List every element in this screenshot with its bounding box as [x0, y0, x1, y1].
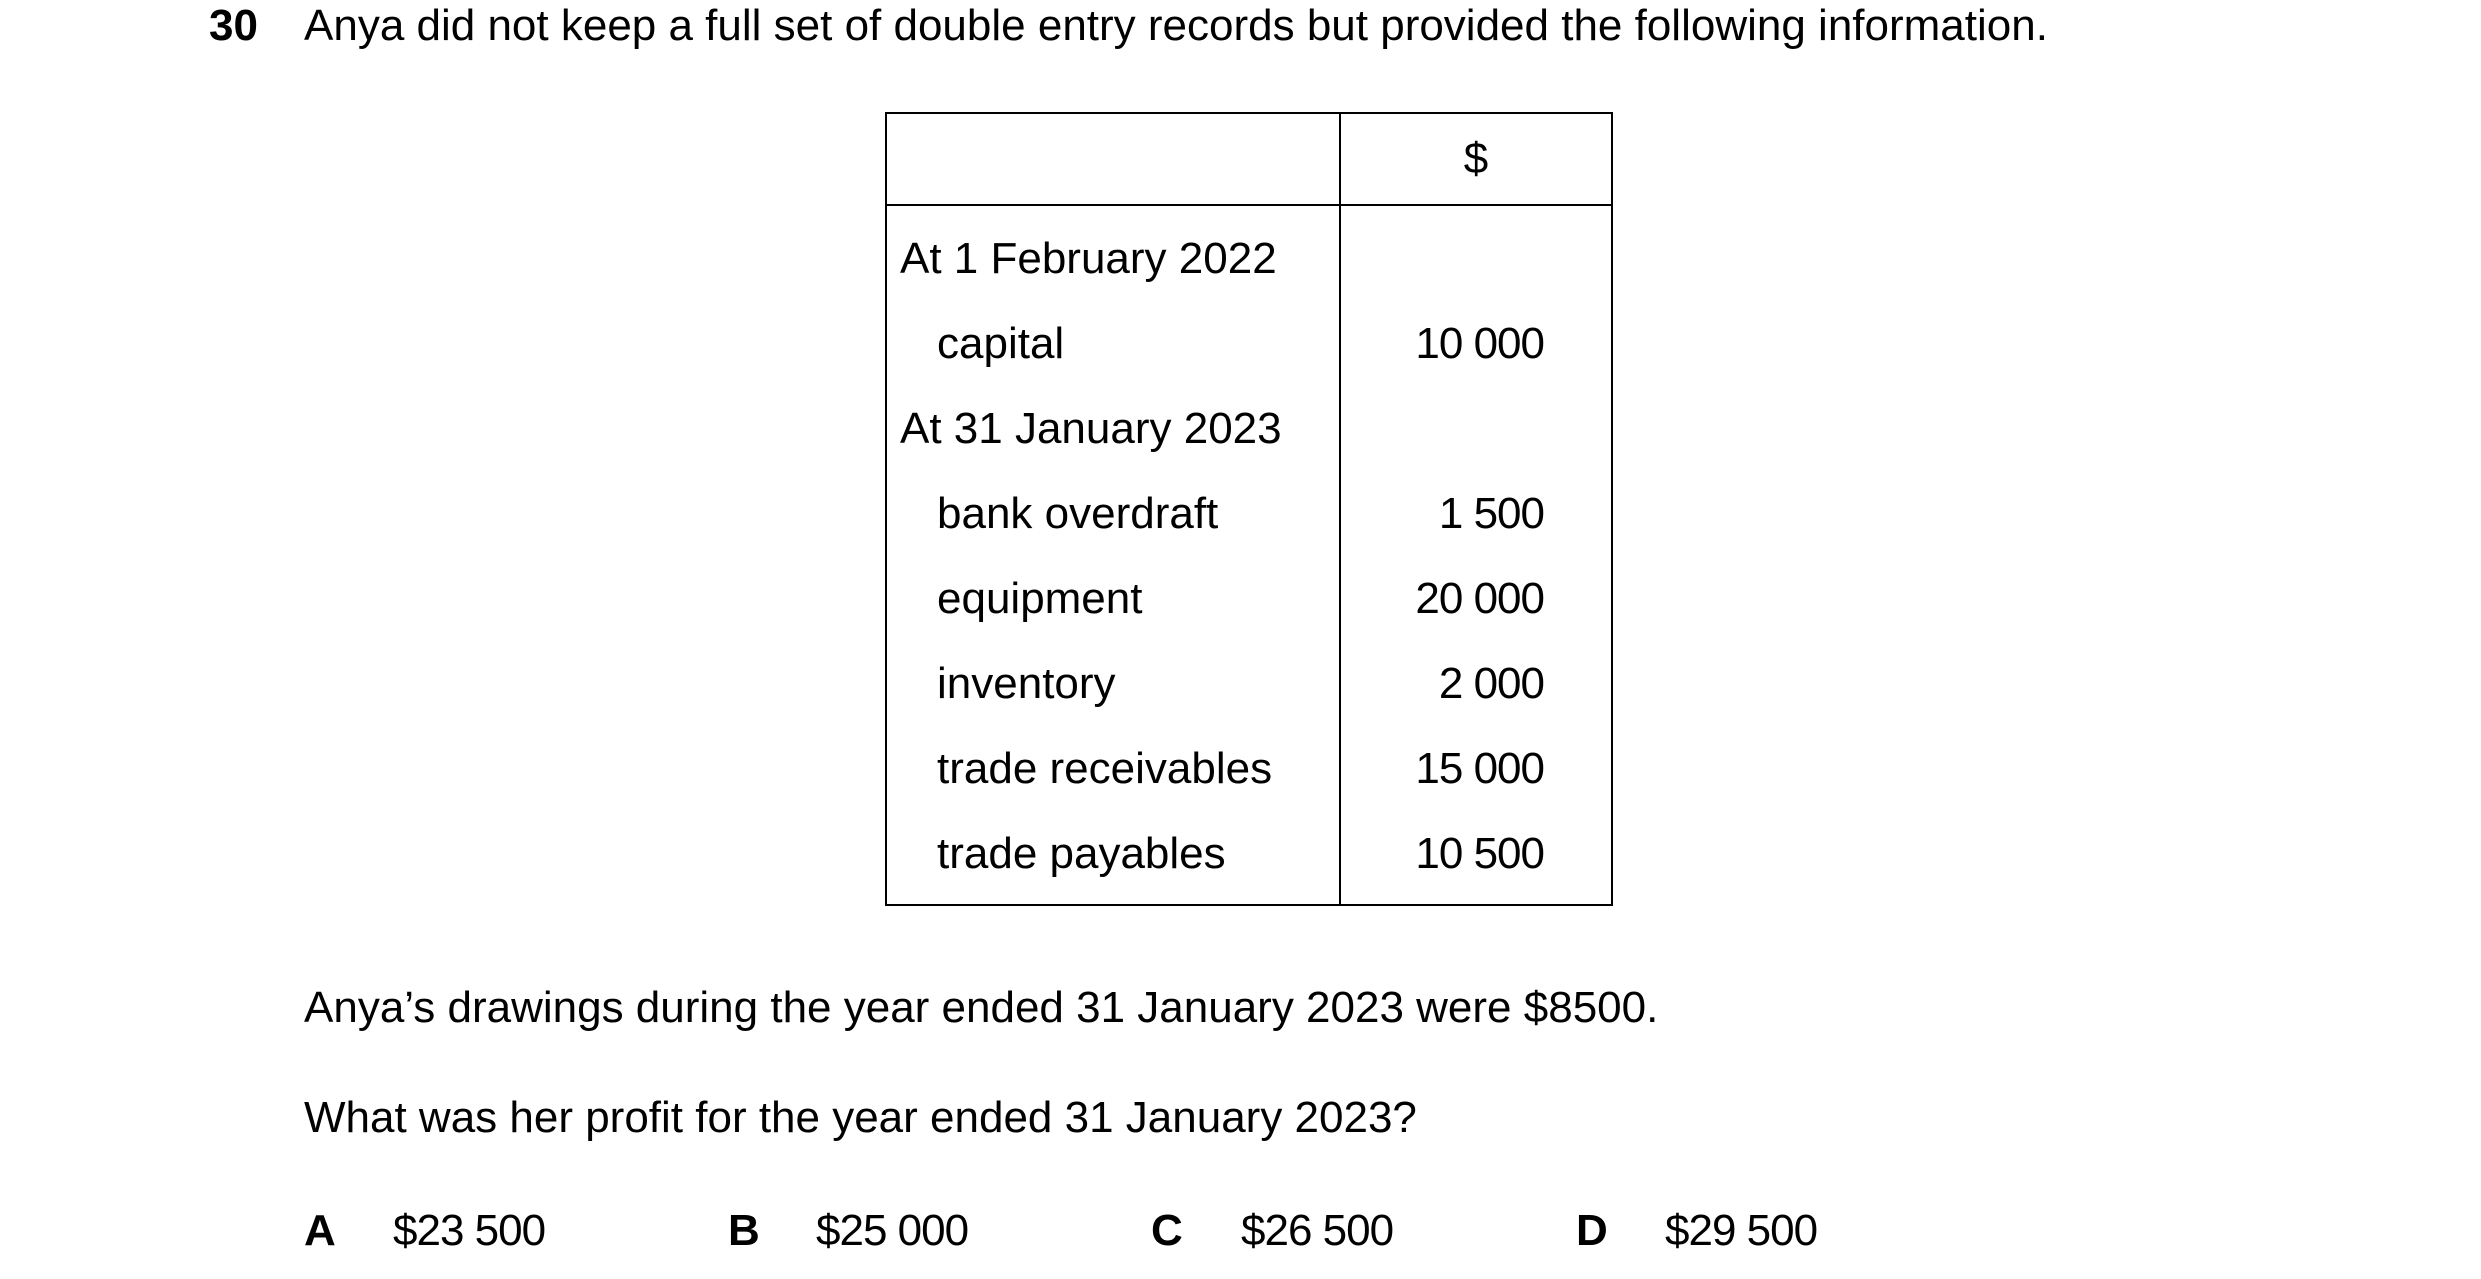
- records-table: [885, 112, 1613, 906]
- option-c-value[interactable]: $26 500: [1241, 1206, 1394, 1255]
- header-label-cell: [886, 113, 1340, 205]
- amount-cell: 10 500: [1340, 811, 1612, 905]
- date-heading: At 1 February 2022: [886, 205, 1340, 301]
- item-label: trade payables: [886, 811, 1340, 905]
- option-b-value[interactable]: $25 000: [816, 1206, 969, 1255]
- table-row: [886, 301, 1612, 386]
- option-d-letter[interactable]: D: [1576, 1206, 1608, 1255]
- question-intro: Anya did not keep a full set of double entry records but provided the following information.: [304, 1, 2048, 50]
- header-currency-cell: $: [1340, 113, 1612, 205]
- date-heading: At 31 January 2023: [886, 386, 1340, 471]
- table-row: [886, 726, 1612, 811]
- table-row: [886, 811, 1612, 905]
- item-label: equipment: [886, 556, 1340, 641]
- amount-cell: 10 000: [1340, 301, 1612, 386]
- amount-cell: 20 000: [1340, 556, 1612, 641]
- question-prompt: What was her profit for the year ended 31 January 2023?: [304, 1093, 1417, 1142]
- table-row: [886, 556, 1612, 641]
- amount-cell: 1 500: [1340, 471, 1612, 556]
- drawings-statement: Anya’s drawings during the year ended 31 January 2023 were $8500.: [304, 983, 1659, 1032]
- amount-cell: [1340, 205, 1612, 301]
- question-number: 30: [209, 1, 258, 50]
- item-label: trade receivables: [886, 726, 1340, 811]
- table-row: [886, 205, 1612, 301]
- table-row: [886, 471, 1612, 556]
- item-label: capital: [886, 301, 1340, 386]
- option-b-letter[interactable]: B: [728, 1206, 760, 1255]
- option-d-value[interactable]: $29 500: [1665, 1206, 1818, 1255]
- item-label: bank overdraft: [886, 471, 1340, 556]
- table-row: [886, 386, 1612, 471]
- item-label: inventory: [886, 641, 1340, 726]
- amount-cell: 2 000: [1340, 641, 1612, 726]
- option-c-letter[interactable]: C: [1151, 1206, 1183, 1255]
- table-header-row: [886, 113, 1612, 205]
- amount-cell: 15 000: [1340, 726, 1612, 811]
- amount-cell: [1340, 386, 1612, 471]
- option-a-value[interactable]: $23 500: [393, 1206, 546, 1255]
- option-a-letter[interactable]: A: [304, 1206, 336, 1255]
- table-row: [886, 641, 1612, 726]
